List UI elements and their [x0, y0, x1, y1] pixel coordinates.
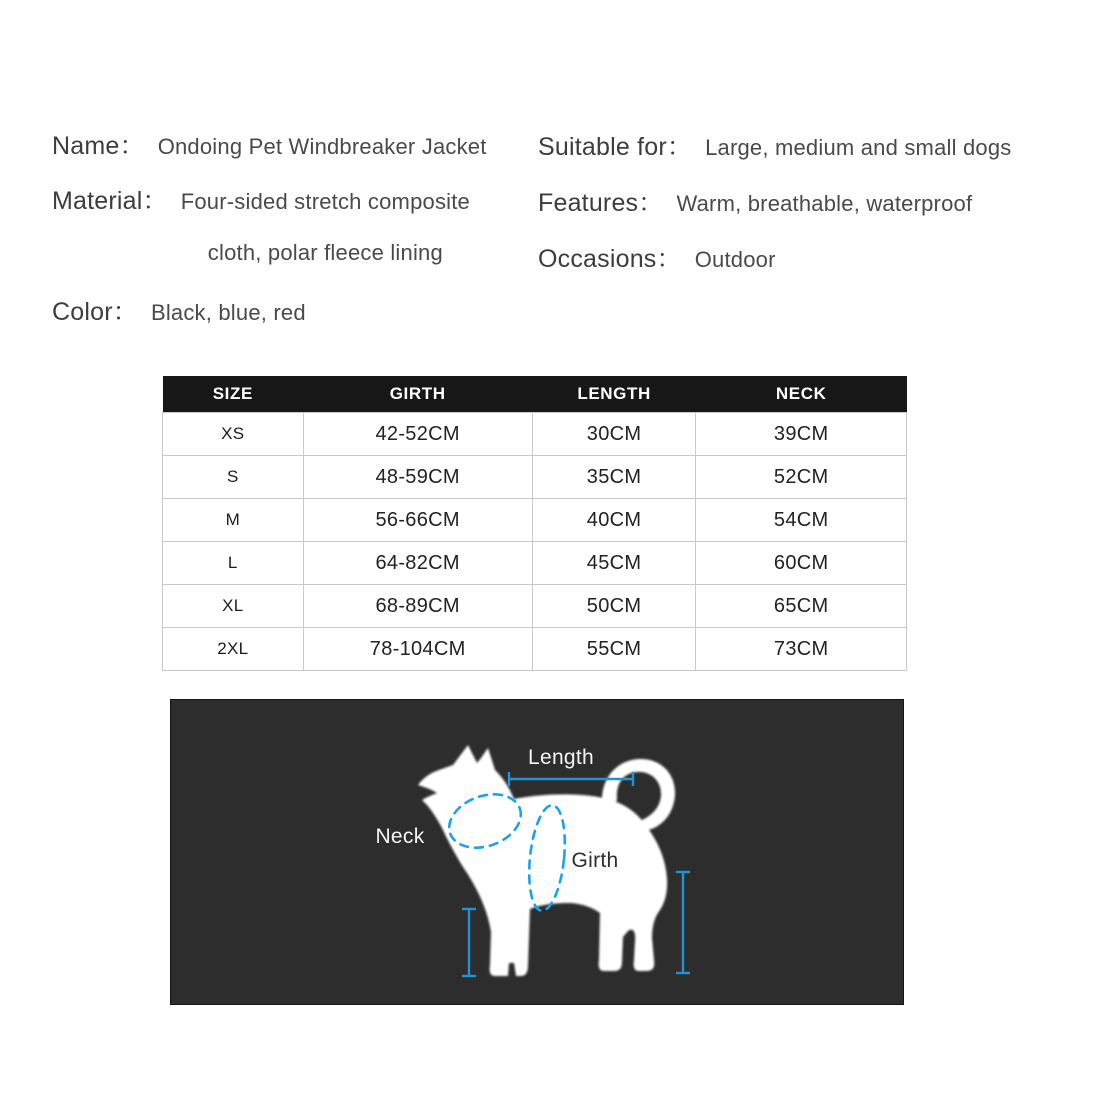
measurement-cell: 56-66CM: [303, 499, 532, 542]
measurement-cell: 40CM: [532, 499, 696, 542]
size-cell: L: [163, 542, 304, 585]
table-row: [163, 499, 907, 542]
column-header: GIRTH: [303, 376, 532, 413]
measurement-cell: 45CM: [532, 542, 696, 585]
size-table: [162, 376, 907, 671]
size-chart-panel: [170, 699, 904, 1005]
measurement-cell: 35CM: [532, 456, 696, 499]
occasions-value: Outdoor: [694, 247, 776, 272]
material-value: [181, 189, 470, 266]
measurement-cell: 55CM: [532, 628, 696, 671]
size-cell: S: [163, 456, 304, 499]
measurement-cell: 42-52CM: [303, 413, 532, 456]
suitable-for-value: Large, medium and small dogs: [705, 135, 1012, 160]
suitable-for-label: Suitable for：: [538, 133, 693, 161]
length-label: Length: [527, 746, 595, 769]
name-label: Name：: [52, 132, 145, 160]
table-row: [163, 628, 907, 671]
measurement-cell: 73CM: [696, 628, 907, 671]
features-value: Warm, breathable, waterproof: [676, 191, 973, 216]
color-value: Black, blue, red: [150, 300, 306, 325]
front-height-line: [462, 909, 476, 976]
table-row: [163, 413, 907, 456]
measurement-cell: 64-82CM: [303, 542, 532, 585]
table-row: [163, 585, 907, 628]
size-table-body: [163, 413, 907, 671]
girth-label: Girth: [571, 849, 619, 872]
material-label: Material：: [52, 187, 168, 215]
measurement-cell: 50CM: [532, 585, 696, 628]
info-row-name: [52, 126, 487, 162]
measurement-cell: 30CM: [532, 413, 696, 456]
measurement-cell: 52CM: [696, 456, 907, 499]
rear-height-line: [676, 872, 690, 973]
measurement-cell: 48-59CM: [303, 456, 532, 499]
material-value-line2: cloth, polar fleece lining: [207, 240, 443, 265]
column-header: LENGTH: [532, 376, 696, 413]
name-value: Ondoing Pet Windbreaker Jacket: [157, 134, 487, 159]
info-row-color: [52, 292, 306, 328]
size-cell: M: [163, 499, 304, 542]
size-table-head-row: [163, 376, 907, 413]
features-label: Features：: [538, 189, 664, 217]
neck-label: Neck: [375, 825, 425, 848]
measurement-cell: 65CM: [696, 585, 907, 628]
measurement-cell: 54CM: [696, 499, 907, 542]
measurement-cell: 78-104CM: [303, 628, 532, 671]
measurement-cell: 39CM: [696, 413, 907, 456]
column-header: SIZE: [163, 376, 304, 413]
table-row: [163, 542, 907, 585]
size-cell: 2XL: [163, 628, 304, 671]
dog-diagram: [171, 700, 903, 1004]
table-row: [163, 456, 907, 499]
info-row-occasions: [538, 239, 776, 275]
size-cell: XL: [163, 585, 304, 628]
info-row-material: [52, 181, 470, 266]
measurement-cell: 68-89CM: [303, 585, 532, 628]
measurement-cell: 60CM: [696, 542, 907, 585]
info-row-suitable-for: [538, 127, 1012, 163]
color-label: Color：: [52, 298, 138, 326]
material-value-line1: Four-sided stretch composite: [180, 189, 470, 214]
column-header: NECK: [696, 376, 907, 413]
size-cell: XS: [163, 413, 304, 456]
occasions-label: Occasions：: [538, 245, 682, 273]
info-row-features: [538, 183, 972, 219]
